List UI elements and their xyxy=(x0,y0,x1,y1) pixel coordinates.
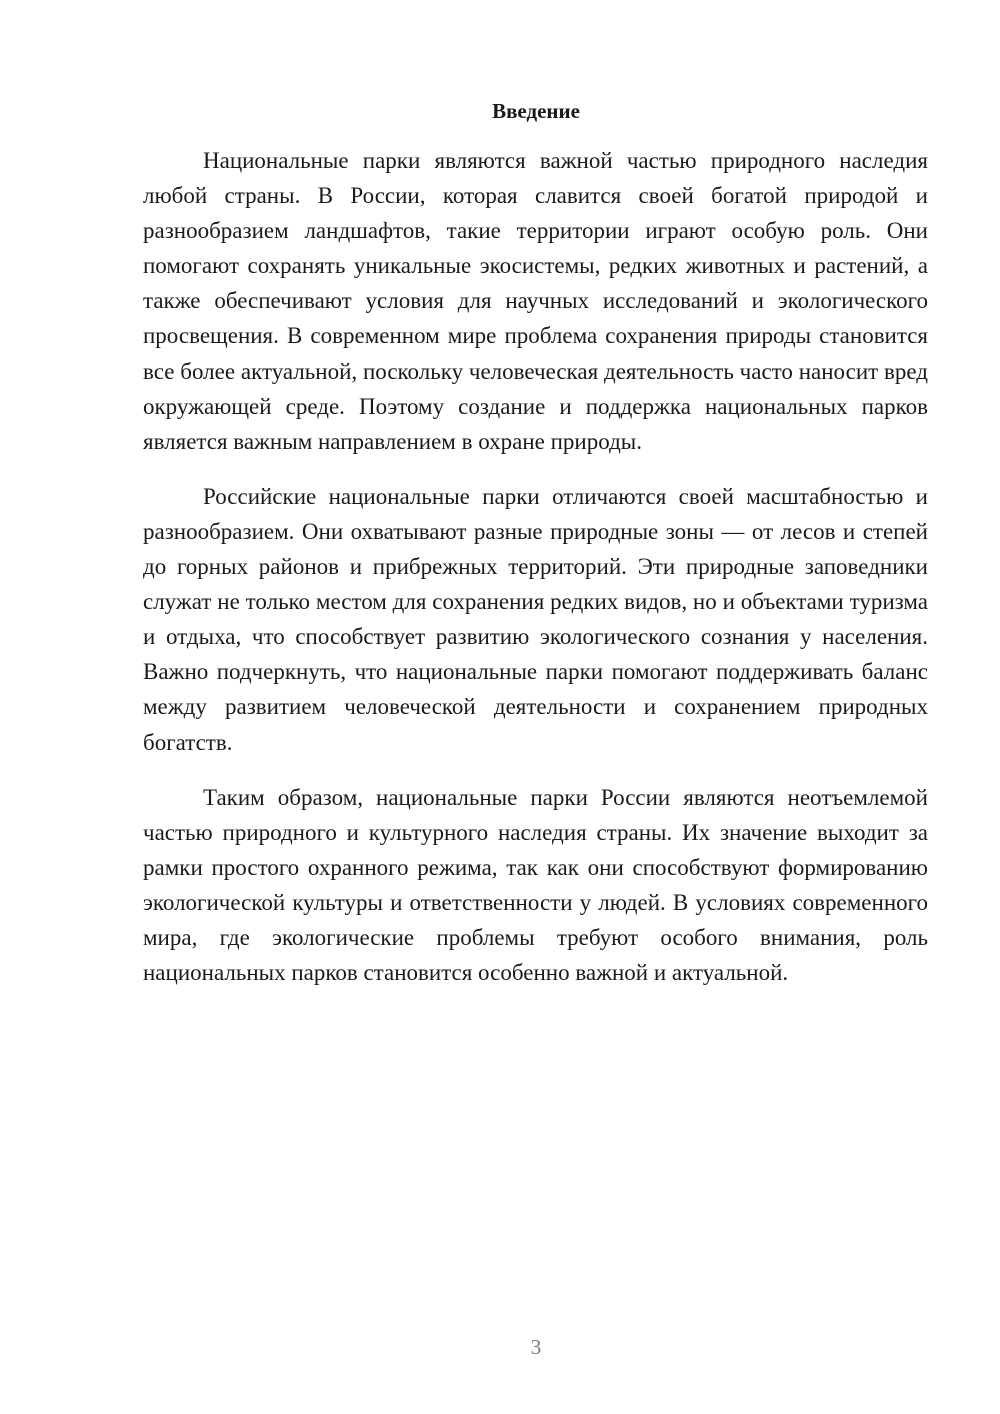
page-title: Введение xyxy=(492,99,580,123)
body-text xyxy=(143,143,928,1010)
paragraph-2: Российские национальные парки отличаются своей масштабностью и разнообразием. Они охватывают разные природные зоны — от лесов и степей до горных районов и прибрежных территорий. Эти природные заповедники служат не только местом для сохранения редких видов, но и объектами туризма и отдыха, что способствует развитию экологического сознания у населения. Важно подчеркнуть, что национальные парки помогают поддерживать баланс между развитием человеческой деятельности и сохранением природных богатств. xyxy=(143,483,928,755)
paragraph-3: Таким образом, национальные парки России являются неотъемлемой частью природного и культурного наследия страны. Их значение выходит за рамки простого охранного режима, так как они способствуют формированию экологической культуры и ответственности у людей. В условиях современного мира, где экологические проблемы требуют особого внимания, роль национальных парков становится особенно важной и актуальной. xyxy=(143,784,928,986)
paragraph-1: Национальные парки являются важной частью природного наследия любой страны. В России, которая славится своей богатой природой и разнообразием ландшафтов, такие территории играют особую роль. Они помогают сохранять уникальные экосистемы, редких животных и растений, а также обеспечивают условия для научных исследований и экологического просвещения. В современном мире проблема сохранения природы становится все более актуальной, поскольку человеческая деятельность часто наносит вред окружающей среде. Поэтому создание и поддержка национальных парков является важным направлением в охране природы. xyxy=(143,148,928,454)
page-number: 3 xyxy=(530,1335,542,1359)
